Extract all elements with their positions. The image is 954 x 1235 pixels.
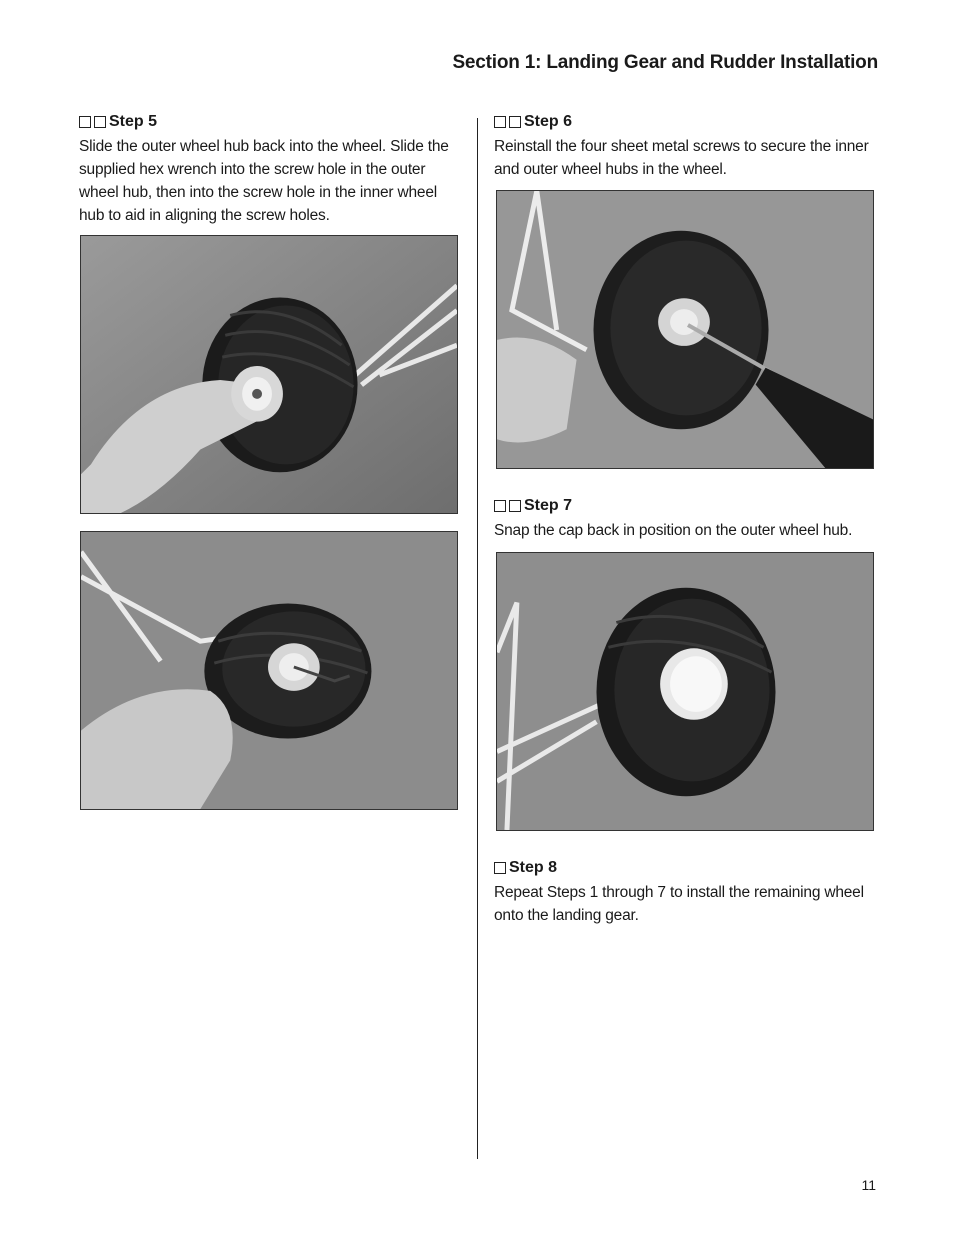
checkbox-icon[interactable] <box>494 500 506 512</box>
step-8-heading <box>494 858 878 878</box>
section-title: Section 1: Landing Gear and Rudder Installation <box>452 52 878 73</box>
step-5-label: Step 5 <box>109 113 158 130</box>
step-5-block <box>79 112 463 227</box>
photo-step7-hub-cap <box>496 552 874 831</box>
step-7-block <box>494 496 878 542</box>
step-5-heading <box>79 112 463 132</box>
step-6-block <box>494 112 878 181</box>
step-8-text: Repeat Steps 1 through 7 to install the remaining wheel onto the landing gear. <box>494 884 864 924</box>
checkbox-icon[interactable] <box>79 116 91 128</box>
step-7-heading <box>494 496 878 516</box>
checkbox-icon[interactable] <box>494 862 506 874</box>
step-6-heading <box>494 112 878 132</box>
photo-step5-hub-insert <box>80 235 458 514</box>
checkbox-icon[interactable] <box>94 116 106 128</box>
step-6-text: Reinstall the four sheet metal screws to secure the inner and outer wheel hubs in the wheel. <box>494 138 869 178</box>
checkbox-icon[interactable] <box>494 116 506 128</box>
step-5-text: Slide the outer wheel hub back into the wheel. Slide the supplied hex wrench into the screw hole in the outer wheel hub, then into the screw hole in the inner wheel hub to aid in aligning the screw holes. <box>79 138 449 224</box>
step-6-label: Step 6 <box>524 113 573 130</box>
step-7-text: Snap the cap back in position on the outer wheel hub. <box>494 522 853 539</box>
checkbox-icon[interactable] <box>509 500 521 512</box>
step-8-label: Step 8 <box>509 859 558 876</box>
step-8-block <box>494 858 878 927</box>
column-divider <box>477 118 478 1159</box>
checkbox-icon[interactable] <box>509 116 521 128</box>
step-7-label: Step 7 <box>524 497 573 514</box>
page-number: 11 <box>861 1177 876 1193</box>
photo-step6-screwdriver <box>496 190 874 469</box>
photo-step5-hex-wrench <box>80 531 458 810</box>
